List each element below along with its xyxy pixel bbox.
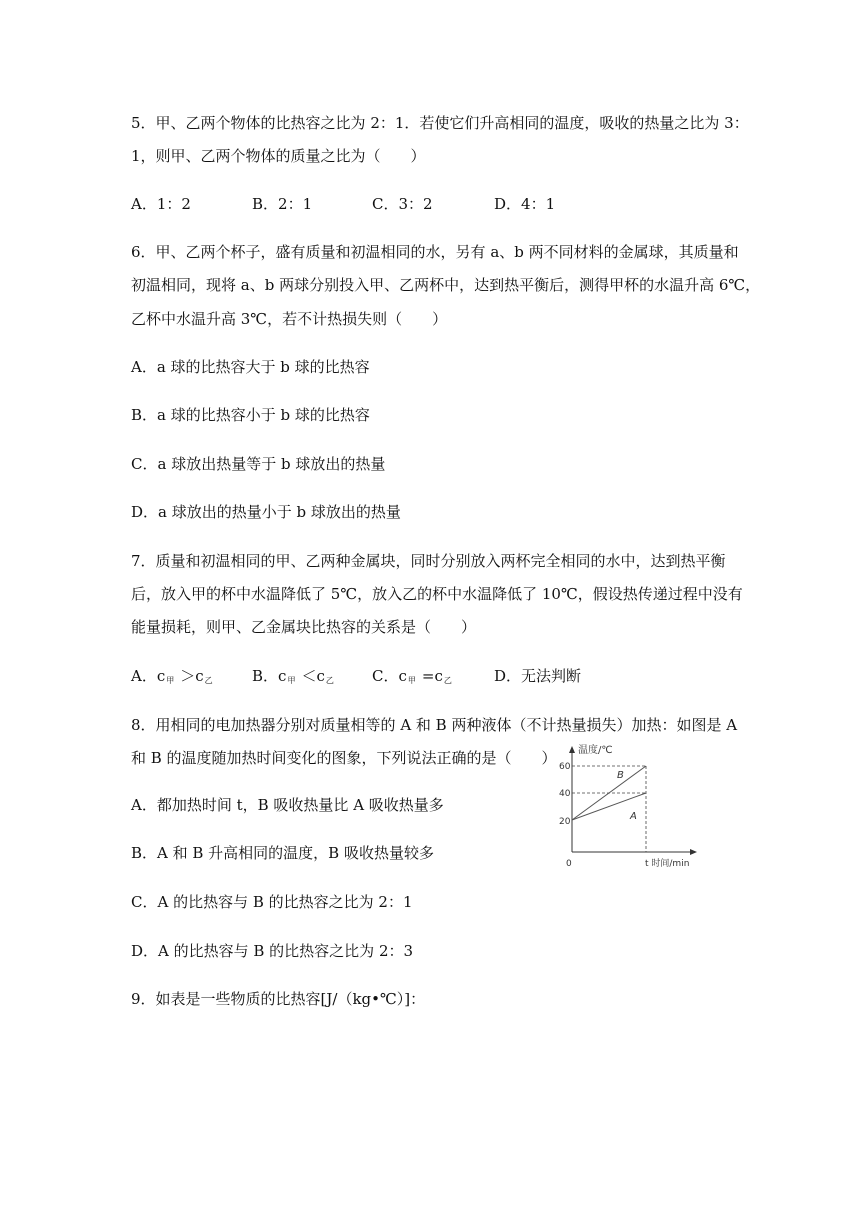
q7-option-a-prefix: A．c	[131, 667, 166, 685]
tick-label-60: 60	[559, 762, 571, 772]
q7-option-a-sub2: 乙	[204, 676, 213, 685]
q7-option-b-op: ＜c	[301, 667, 325, 685]
q8-stem-line-1: 8．用相同的电加热器分别对质量相等的 A 和 B 两种液体（不计热量损失）加热：如图是 A	[131, 716, 738, 734]
x-axis-arrow	[690, 849, 697, 855]
x-axis-label: t 时间/min	[645, 859, 690, 869]
line-a-label: A	[630, 811, 637, 822]
q8-option-a: A．都加热时间 t，B 吸收热量比 A 吸收热量多	[131, 796, 444, 814]
q5-option-c: C．3：2	[372, 195, 433, 213]
q5-option-a: A．1：2	[131, 195, 191, 213]
q5-option-b: B．2：1	[252, 195, 313, 213]
q8-option-b: B．A 和 B 升高相同的温度，B 吸收热量较多	[131, 844, 434, 862]
q7-option-c-sub1: 甲	[407, 676, 416, 685]
tick-label-20: 20	[559, 817, 571, 827]
q8-option-d: D．A 的比热容与 B 的比热容之比为 2：3	[131, 942, 414, 960]
q7-option-c-op: =c	[421, 667, 443, 685]
q9-stem-line-1: 9．如表是一些物质的比热容[J/（kg•℃）]：	[131, 990, 426, 1008]
q7-stem-line-3: 能量损耗，则甲、乙金属块比热容的关系是（ ）	[131, 618, 477, 636]
q7-option-c	[372, 666, 452, 691]
q6-stem-line-3: 乙杯中水温升高 3℃，若不计热损失则（ ）	[131, 310, 448, 328]
q5-stem-line-2: 1，则甲、乙两个物体的质量之比为（ ）	[131, 147, 426, 165]
y-axis-arrow	[569, 746, 575, 753]
q7-stem-line-1: 7．质量和初温相同的甲、乙两种金属块，同时分别放入两杯完全相同的水中，达到热平衡	[131, 552, 726, 570]
q6-option-d: D．a 球放出的热量小于 b 球放出的热量	[131, 503, 401, 521]
q6-option-c: C．a 球放出热量等于 b 球放出的热量	[131, 455, 386, 473]
q7-option-c-prefix: C．c	[372, 667, 407, 685]
q8-option-c: C．A 的比热容与 B 的比热容之比为 2：1	[131, 893, 413, 911]
q6-option-b: B．a 球的比热容小于 b 球的比热容	[131, 406, 370, 424]
tick-label-40: 40	[559, 789, 571, 799]
q7-option-b	[252, 666, 334, 691]
q6-option-a: A．a 球的比热容大于 b 球的比热容	[131, 358, 370, 376]
q8-stem-line-2: 和 B 的温度随加热时间变化的图象，下列说法正确的是（ ）	[131, 749, 557, 767]
q7-option-b-sub1: 甲	[287, 676, 296, 685]
q7-option-a-sub1: 甲	[166, 676, 175, 685]
temperature-time-graph	[545, 744, 715, 874]
q6-stem-line-1: 6．甲、乙两个杯子，盛有质量和初温相同的水，另有 a、b 两不同材料的金属球，其质量和	[131, 243, 739, 261]
q7-option-b-prefix: B．c	[252, 667, 287, 685]
q7-stem-line-2: 后，放入甲的杯中水温降低了 5℃，放入乙的杯中水温降低了 10℃，假设热传递过程中没有	[131, 585, 743, 603]
q7-option-c-sub2: 乙	[443, 676, 452, 685]
q7-option-a	[131, 666, 213, 691]
q5-stem-line-1: 5．甲、乙两个物体的比热容之比为 2：1．若使它们升高相同的温度，吸收的热量之比为 3：	[131, 114, 749, 132]
origin-label: 0	[566, 859, 572, 869]
q6-stem-line-2: 初温相同，现将 a、b 两球分别投入甲、乙两杯中，达到热平衡后，测得甲杯的水温升高 6℃，	[131, 276, 761, 294]
q5-option-d: D．4：1	[494, 195, 556, 213]
q7-option-b-sub2: 乙	[325, 676, 334, 685]
q7-option-d: D．无法判断	[494, 667, 582, 685]
line-b-label: B	[617, 770, 624, 781]
q7-option-a-op: ＞c	[180, 667, 204, 685]
y-axis-label: 温度/℃	[578, 745, 613, 756]
